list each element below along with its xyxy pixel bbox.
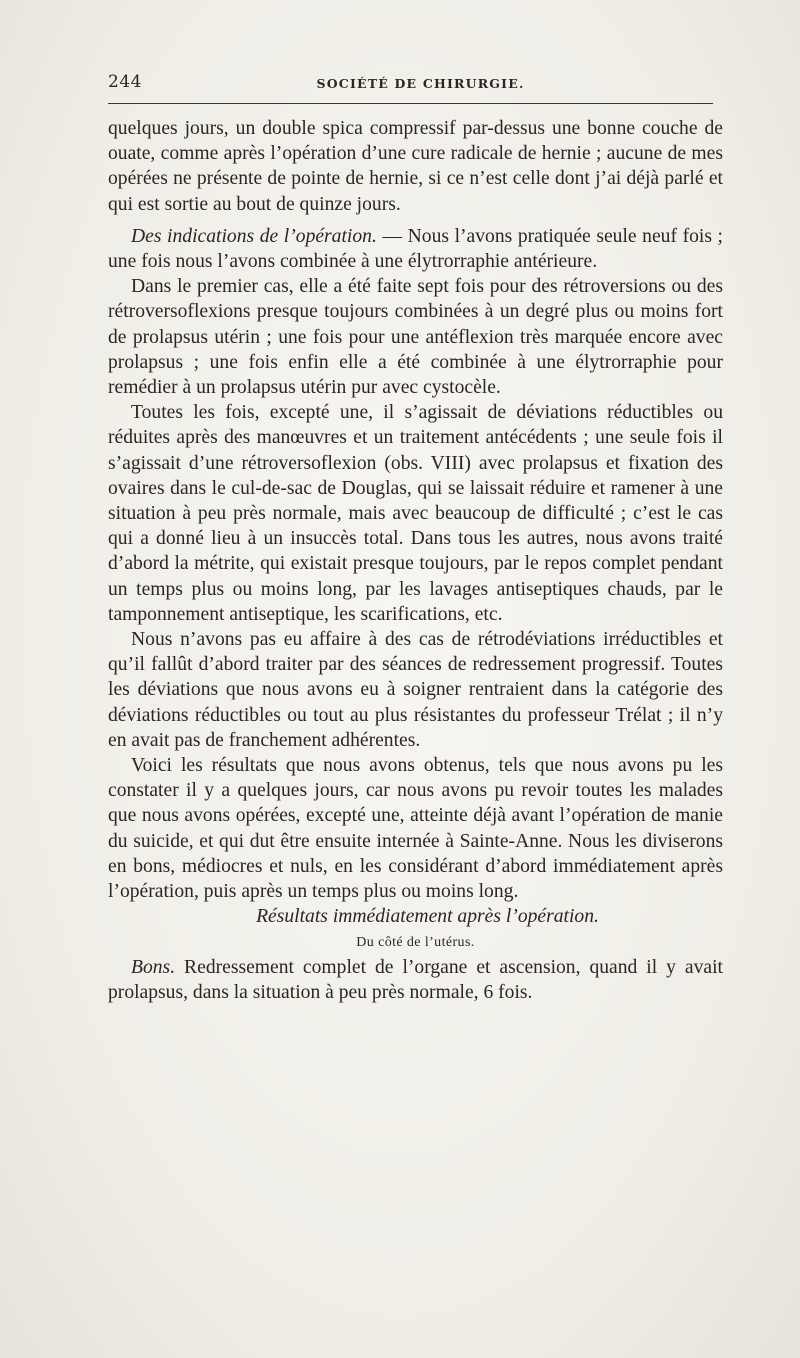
paragraph-7-text: Redressement complet de l’organe et ascension, quand il y avait prolapsus, dans la situation à peu près normale, 6 fois. <box>108 956 723 1003</box>
paragraph-3: Dans le premier cas, elle a été faite sept fois pour des rétroversions ou des rétroversoflexions presque toujours combinées à un degré plus ou moins fort de prolapsus utérin ; une fois pour une antéflexion très marquée encore avec prolapsus ; une fois enfin elle a été combinée à une élytrorraphie pour remédier à un prolapsus utérin pur avec cystocèle. <box>108 276 723 399</box>
paragraph-2-text: — Nous l’avons pratiquée seule neuf fois ; une fois nous l’avons combinée à une élytrorraphie antérieure. <box>108 225 723 273</box>
page-number: 244 <box>108 72 142 92</box>
paragraph-6: Voici les résultats que nous avons obtenus, tels que nous avons pu les constater il y a quelques jours, car nous avons pu revoir toutes les malades que nous avons opérées, excepté une, atteinte déjà avant l’opération de manie du suicide, et qui dut être ensuite internée à Sainte-Anne. Nous les diviserons en bons, médiocres et nuls, en les considérant d’abord immédiatement après l’opération, puis après un temps plus ou moins long. <box>108 755 723 903</box>
section-subtitle: Du côté de l’utérus. <box>356 934 475 950</box>
section-title: Résultats immédiatement après l’opération. <box>256 906 599 928</box>
paragraph-1: quelques jours, un double spica compressif par-dessus une bonne couche de ouate, comme après l’opération d’une cure radicale de hernie ; aucune de mes opérées ne présente de pointe de hernie, si ce n’est celle dont j’ai déjà parlé et qui est sortie au bout de quinze jours. <box>108 118 723 215</box>
body-text <box>108 116 723 1005</box>
paragraph-7 <box>108 955 723 1005</box>
paragraph-5: Nous n’avons pas eu affaire à des cas de rétrodéviations irréductibles et qu’il fallût d’abord traiter par des séances de redressement progressif. Toutes les déviations que nous avons eu à soigner rentraient dans la catégorie des déviations réductibles ou tout au plus résistantes du professeur Trélat ; il n’y en avait pas de franchement adhérentes. <box>108 629 723 751</box>
page-header <box>108 72 713 96</box>
paragraph-2 <box>108 224 723 274</box>
paragraph-2-heading: Des indications de l’opération. <box>131 225 377 247</box>
header-rule <box>108 103 713 104</box>
paragraph-7-heading: Bons. <box>131 956 176 978</box>
paragraph-4: Toutes les fois, excepté une, il s’agissait de déviations réductibles ou réduites après des manœuvres et un traitement antécédents ; une seule fois il s’agissait d’une rétroversoflexion (obs. VIII) avec prolapsus et fixation des ovaires dans le cul-de-sac de Douglas, qui se laissait réduire et ramener à une situation à peu près normale, mais avec beaucoup de difficulté ; c’est le cas qui a donné lieu à un insuccès total. Dans tous les autres, nous avons traité d’abord la métrite, qui existait presque toujours, par le repos complet pendant un temps plus ou moins long, par les lavages antiseptiques chauds, par le tamponnement antiseptique, les scarifications, etc. <box>108 402 723 625</box>
running-title: SOCIÉTÉ DE CHIRURGIE. <box>316 76 525 91</box>
